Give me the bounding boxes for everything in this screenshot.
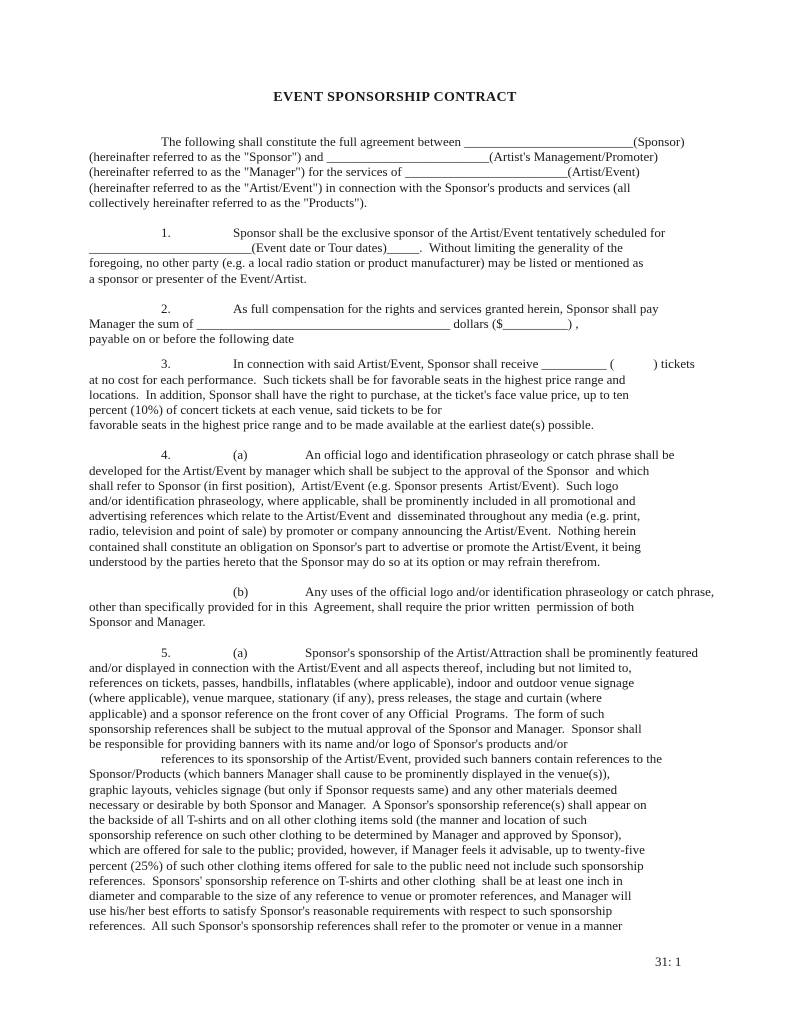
text-line: applicable) and a sponsor reference on the front cover of any Official Programs. The form of such <box>89 705 605 721</box>
text-line: the backside of all T-shirts and on all other clothing items sold (the manner and location of such <box>89 811 587 827</box>
text-line: percent (10%) of concert tickets at each venue, said tickets to be for <box>89 402 442 418</box>
contract-paragraph <box>89 356 729 432</box>
text-line: a sponsor or presenter of the Event/Artist. <box>89 270 307 286</box>
text-line: locations. In addition, Sponsor shall have the right to purchase, at the ticket's face value price, up to ten <box>89 386 629 402</box>
text-line: 4. (a) An official logo and identification phraseology or catch phrase shall be <box>89 447 675 463</box>
contract-paragraph <box>89 584 729 630</box>
text-line: contained shall constitute an obligation on Sponsor's part to advertise or promote the Artist/Event, it being <box>89 538 641 554</box>
text-line: references to its sponsorship of the Artist/Event, provided such banners contain references to the <box>89 751 663 767</box>
text-line: use his/her best efforts to satisfy Sponsor's reasonable requirements with respect to such sponsorship <box>89 903 613 919</box>
text-line: Sponsor and Manager. <box>89 614 206 630</box>
text-line: understood by the parties hereto that the Sponsor may do so at its option or may refrain therefrom. <box>89 553 601 569</box>
contract-paragraph <box>89 645 729 934</box>
text-line: The following shall constitute the full agreement between __________________________(Sponsor) <box>89 134 685 149</box>
text-line: necessary or desirable by both Sponsor and Manager. A Sponsor's sponsorship reference(s) shall appear on <box>89 796 647 812</box>
text-line: diameter and comparable to the size of any reference to venue or promoter references, and Manager will <box>89 887 632 903</box>
page-number: 31: 1 <box>655 954 682 969</box>
text-line: (hereinafter referred to as the "Manager") for the services of _________________________(Artist/Event) <box>89 164 640 180</box>
text-line: advertising references which relate to the Artist/Event and disseminated throughout any media (e.g. print, <box>89 508 641 524</box>
text-line: shall refer to Sponsor (in first position), Artist/Event (e.g. Sponsor presents Artist/Event). Such logo <box>89 477 619 493</box>
text-line: (hereinafter referred to as the "Sponsor") and _________________________(Artist's Management/Promoter) <box>89 149 658 165</box>
text-line: references. Sponsors' sponsorship reference on T-shirts and other clothing shall be at least one inch in <box>89 872 623 888</box>
text-line: sponsorship references shall be subject to the mutual approval of the Sponsor and Manager. Sponsor shall <box>89 720 642 736</box>
contract-paragraph <box>89 301 729 347</box>
contract-paragraph <box>89 134 729 210</box>
text-line: favorable seats in the highest price range and to be made available at the earliest date(s) possible. <box>89 417 594 433</box>
contract-paragraph <box>89 225 729 286</box>
text-line: be responsible for providing banners with its name and/or logo of Sponsor's products and/or <box>89 735 568 751</box>
text-line: developed for the Artist/Event by manager which shall be subject to the approval of the Sponsor and which <box>89 462 650 478</box>
contract-body <box>89 134 729 949</box>
text-line: _________________________(Event date or Tour dates)_____. Without limiting the generality of the <box>89 240 623 256</box>
text-line: 5. (a) Sponsor's sponsorship of the Artist/Attraction shall be prominently featured <box>89 644 699 660</box>
text-line: (where applicable), venue marquee, stationary (if any), press releases, the stage and curtain (where <box>89 690 602 706</box>
text-line: (hereinafter referred to as the "Artist/Event") in connection with the Sponsor's products and services (all <box>89 179 631 195</box>
text-line: Sponsor/Products (which banners Manager shall cause to be prominently displayed in the venue(s)), <box>89 766 610 782</box>
text-line: percent (25%) of such other clothing items offered for sale to the public need not include such sponsorship <box>89 857 644 873</box>
contract-paragraph <box>89 447 729 569</box>
text-line: payable on or before the following date <box>89 331 295 347</box>
text-line: radio, television and point of sale) by promoter or company announcing the Artist/Event. Nothing herein <box>89 523 636 539</box>
text-line: (b) Any uses of the official logo and/or identification phraseology or catch phrase, <box>89 584 715 600</box>
text-line: 3. In connection with said Artist/Event, Sponsor shall receive __________ ( ) tickets <box>89 356 695 372</box>
text-line: sponsorship reference on such other clothing to be determined by Manager and approved by Sponsor), <box>89 827 622 843</box>
text-line: 1. Sponsor shall be the exclusive sponsor of the Artist/Event tentatively scheduled for <box>89 225 666 241</box>
text-line: and/or identification phraseology, where applicable, shall be prominently included in all promotional and <box>89 493 636 509</box>
text-line: which are offered for sale to the public; provided, however, if Manager feels it advisable, up to twenty-five <box>89 842 645 858</box>
text-line: and/or displayed in connection with the Artist/Event and all aspects thereof, including but not limited to, <box>89 659 632 675</box>
text-line: references on tickets, passes, handbills, inflatables (where applicable), indoor and outdoor venue signage <box>89 675 635 691</box>
document-title: EVENT SPONSORSHIP CONTRACT <box>273 90 517 105</box>
text-line: 2. As full compensation for the rights and services granted herein, Sponsor shall pay <box>89 300 659 316</box>
text-line: Manager the sum of _______________________________________ dollars ($__________) , <box>89 316 579 332</box>
text-line: references. All such Sponsor's sponsorship references shall refer to the promoter or venue in a manner <box>89 918 623 934</box>
text-line: other than specifically provided for in this Agreement, shall require the prior written permission of both <box>89 599 635 615</box>
text-line: foregoing, no other party (e.g. a local radio station or product manufacturer) may be listed or mentioned as <box>89 255 644 271</box>
text-line: graphic layouts, vehicles signage (but only if Sponsor requests same) and any other materials deemed <box>89 781 618 797</box>
text-line: at no cost for each performance. Such tickets shall be for favorable seats in the highest price range and <box>89 371 626 387</box>
text-line: collectively hereinafter referred to as the "Products"). <box>89 194 368 210</box>
